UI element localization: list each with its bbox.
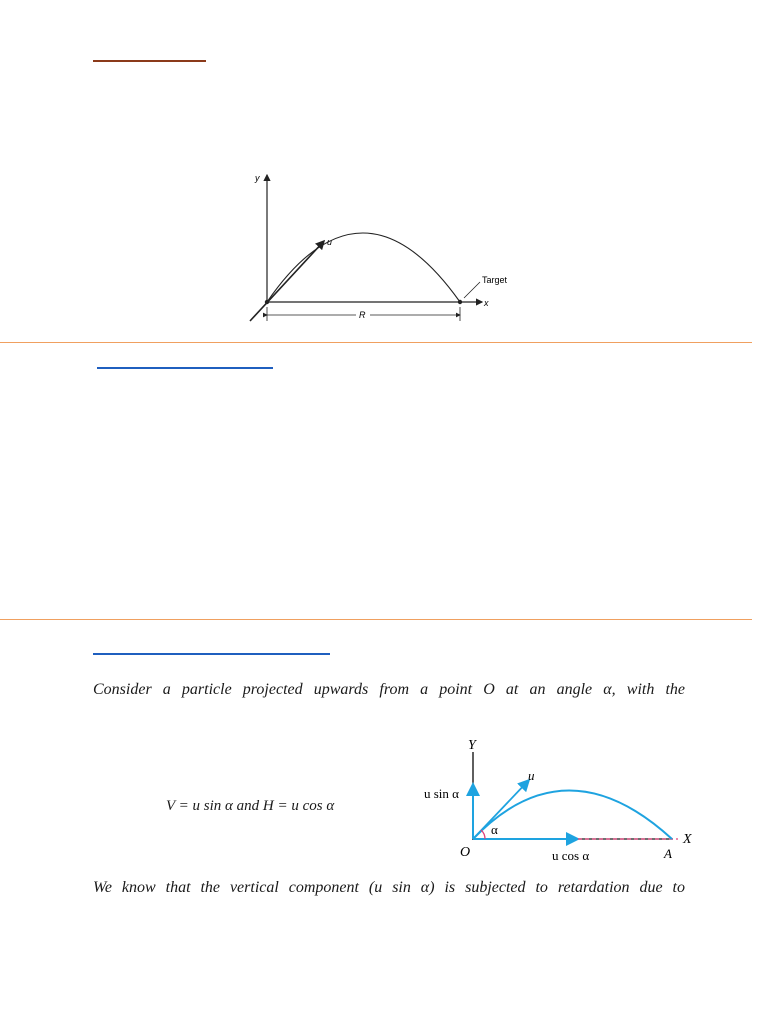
velocity-label: u — [327, 237, 333, 247]
end-point-label: A — [664, 846, 672, 861]
intro-paragraph: Consider a particle projected upwards from a point O at an angle α, with the — [93, 681, 685, 698]
X-axis-label: X — [683, 832, 692, 847]
Y-axis-label: Y — [468, 738, 476, 753]
y-axis-label: y — [255, 173, 260, 183]
projectile-trajectory-diagram — [240, 165, 510, 330]
section-divider — [0, 619, 752, 620]
origin-label: O — [460, 845, 471, 860]
angle-label: α — [491, 822, 498, 837]
section-heading-underline — [93, 60, 206, 62]
target-label: Target — [482, 275, 508, 285]
origin-point — [265, 300, 269, 304]
trajectory-curve — [473, 791, 672, 840]
vertical-component-label: u sin α — [424, 786, 459, 801]
section-heading-underline — [97, 367, 273, 369]
range-label: R — [359, 310, 366, 320]
section-heading-underline — [93, 653, 330, 655]
velocity-components-equation: V = u sin α and H = u cos α — [166, 798, 335, 814]
trajectory-curve — [267, 233, 460, 302]
angle-arc — [481, 830, 485, 839]
velocity-components-diagram — [418, 732, 703, 867]
launch-direction-line — [250, 241, 324, 321]
x-axis-label: x — [484, 298, 489, 308]
target-point — [458, 300, 462, 304]
horizontal-component-label: u cos α — [552, 848, 590, 863]
section-divider — [0, 342, 752, 343]
velocity-label: u — [528, 768, 535, 783]
target-pointer — [464, 282, 480, 298]
continuation-paragraph: We know that the vertical component (u sin α) is subjected to retardation due to — [93, 879, 685, 896]
